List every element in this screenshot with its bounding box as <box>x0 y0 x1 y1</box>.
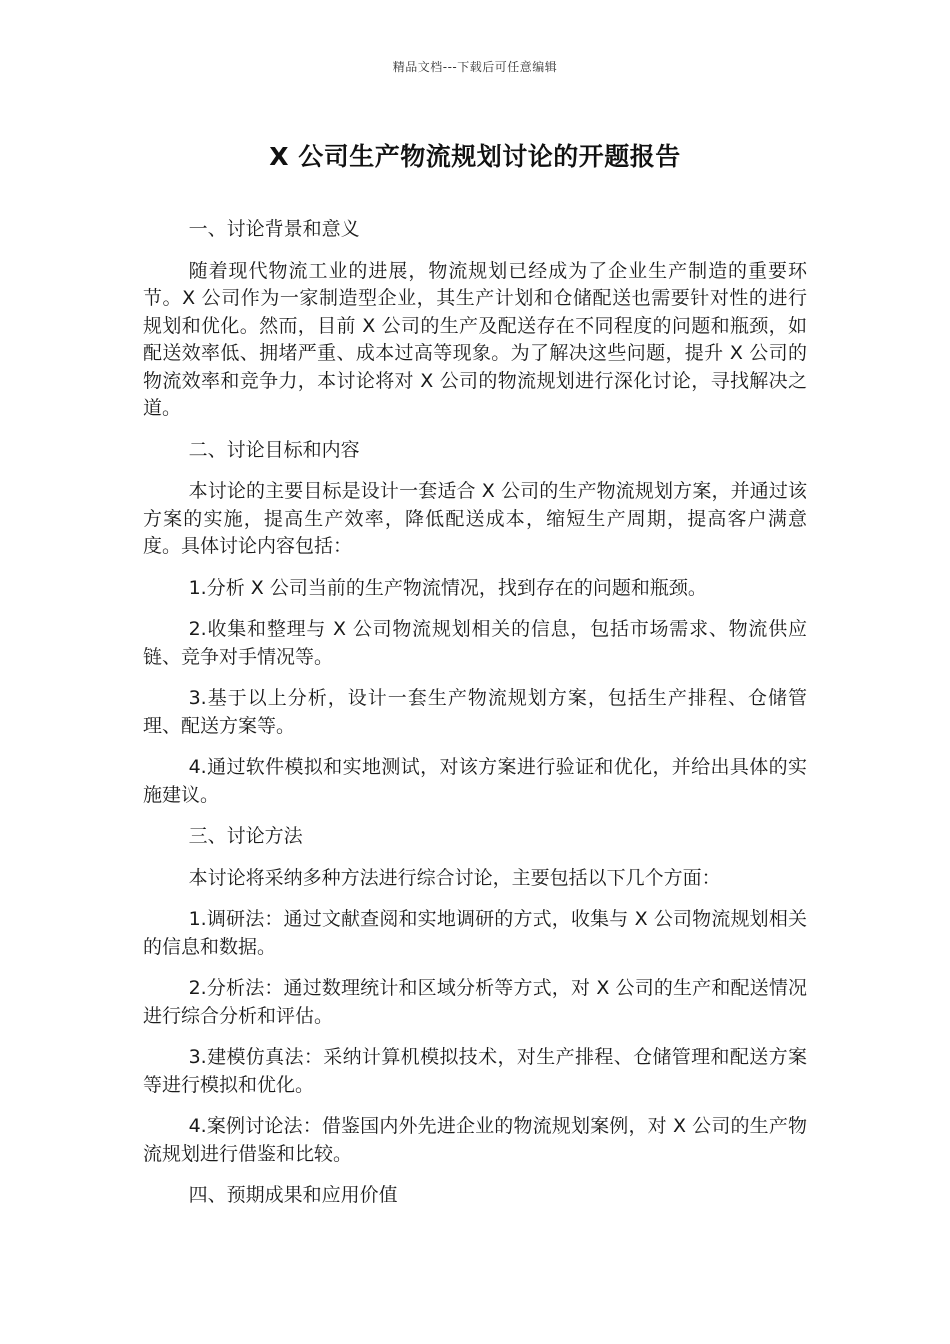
section-heading-background: 一、讨论背景和意义 <box>188 218 360 240</box>
list-item-goal-1: 1.分析 X 公司当前的生产物流情况，找到存在的问题和瓶颈。 <box>188 576 707 599</box>
paragraph-goals-intro: 本讨论的主要目标是设计一套适合 X 公司的生产物流规划方案，并通过该方案的实施，提高生产效率，降低配送成本，缩短生产周期，提高客户满意度。具体讨论内容包括： <box>143 480 807 557</box>
list-item-method-2: 2.分析法：通过数理统计和区域分析等方式，对 X 公司的生产和配送情况进行综合分析和评估。 <box>143 977 807 1027</box>
section-heading-goals: 二、讨论目标和内容 <box>188 438 360 461</box>
document-body <box>143 216 807 1224</box>
list-item-goal-2: 2.收集和整理与 X 公司物流规划相关的信息，包括市场需求、物流供应链、竞争对手情况等。 <box>143 618 807 668</box>
section-heading-methods: 三、讨论方法 <box>188 825 303 847</box>
page-header-note: 精品文档---下载后可任意编辑 <box>392 60 558 74</box>
list-item-goal-4: 4.通过软件模拟和实地测试，对该方案进行验证和优化，并给出具体的实施建议。 <box>143 756 807 806</box>
section-heading-outcomes: 四、预期成果和应用价值 <box>188 1184 398 1206</box>
list-item-method-3: 3.建模仿真法：采纳计算机模拟技术，对生产排程、仓储管理和配送方案等进行模拟和优化。 <box>143 1046 807 1096</box>
paragraph-background: 随着现代物流工业的进展，物流规划已经成为了企业生产制造的重要环节。X 公司作为一家制造型企业，其生产计划和仓储配送也需要针对性的进行规划和优化。然而，目前 X 公司的生产及配送存在不同程度的问题和瓶颈，如配送效率低、拥堵严重、成本过高等现象。为了解决这些问题，提升 X 公司的物流效率和竞争力，本讨论将对 X 公司的物流规划进行深化讨论，寻找解决之道。 <box>143 259 807 419</box>
paragraph-methods-intro: 本讨论将采纳多种方法进行综合讨论，主要包括以下几个方面： <box>188 866 721 889</box>
list-item-method-4: 4.案例讨论法：借鉴国内外先进企业的物流规划案例，对 X 公司的生产物流规划进行借鉴和比较。 <box>143 1115 807 1165</box>
document-title: X 公司生产物流规划讨论的开题报告 <box>269 142 681 171</box>
list-item-goal-3: 3.基于以上分析，设计一套生产物流规划方案，包括生产排程、仓储管理、配送方案等。 <box>143 687 807 737</box>
list-item-method-1: 1.调研法：通过文献查阅和实地调研的方式，收集与 X 公司物流规划相关的信息和数据。 <box>143 908 807 958</box>
